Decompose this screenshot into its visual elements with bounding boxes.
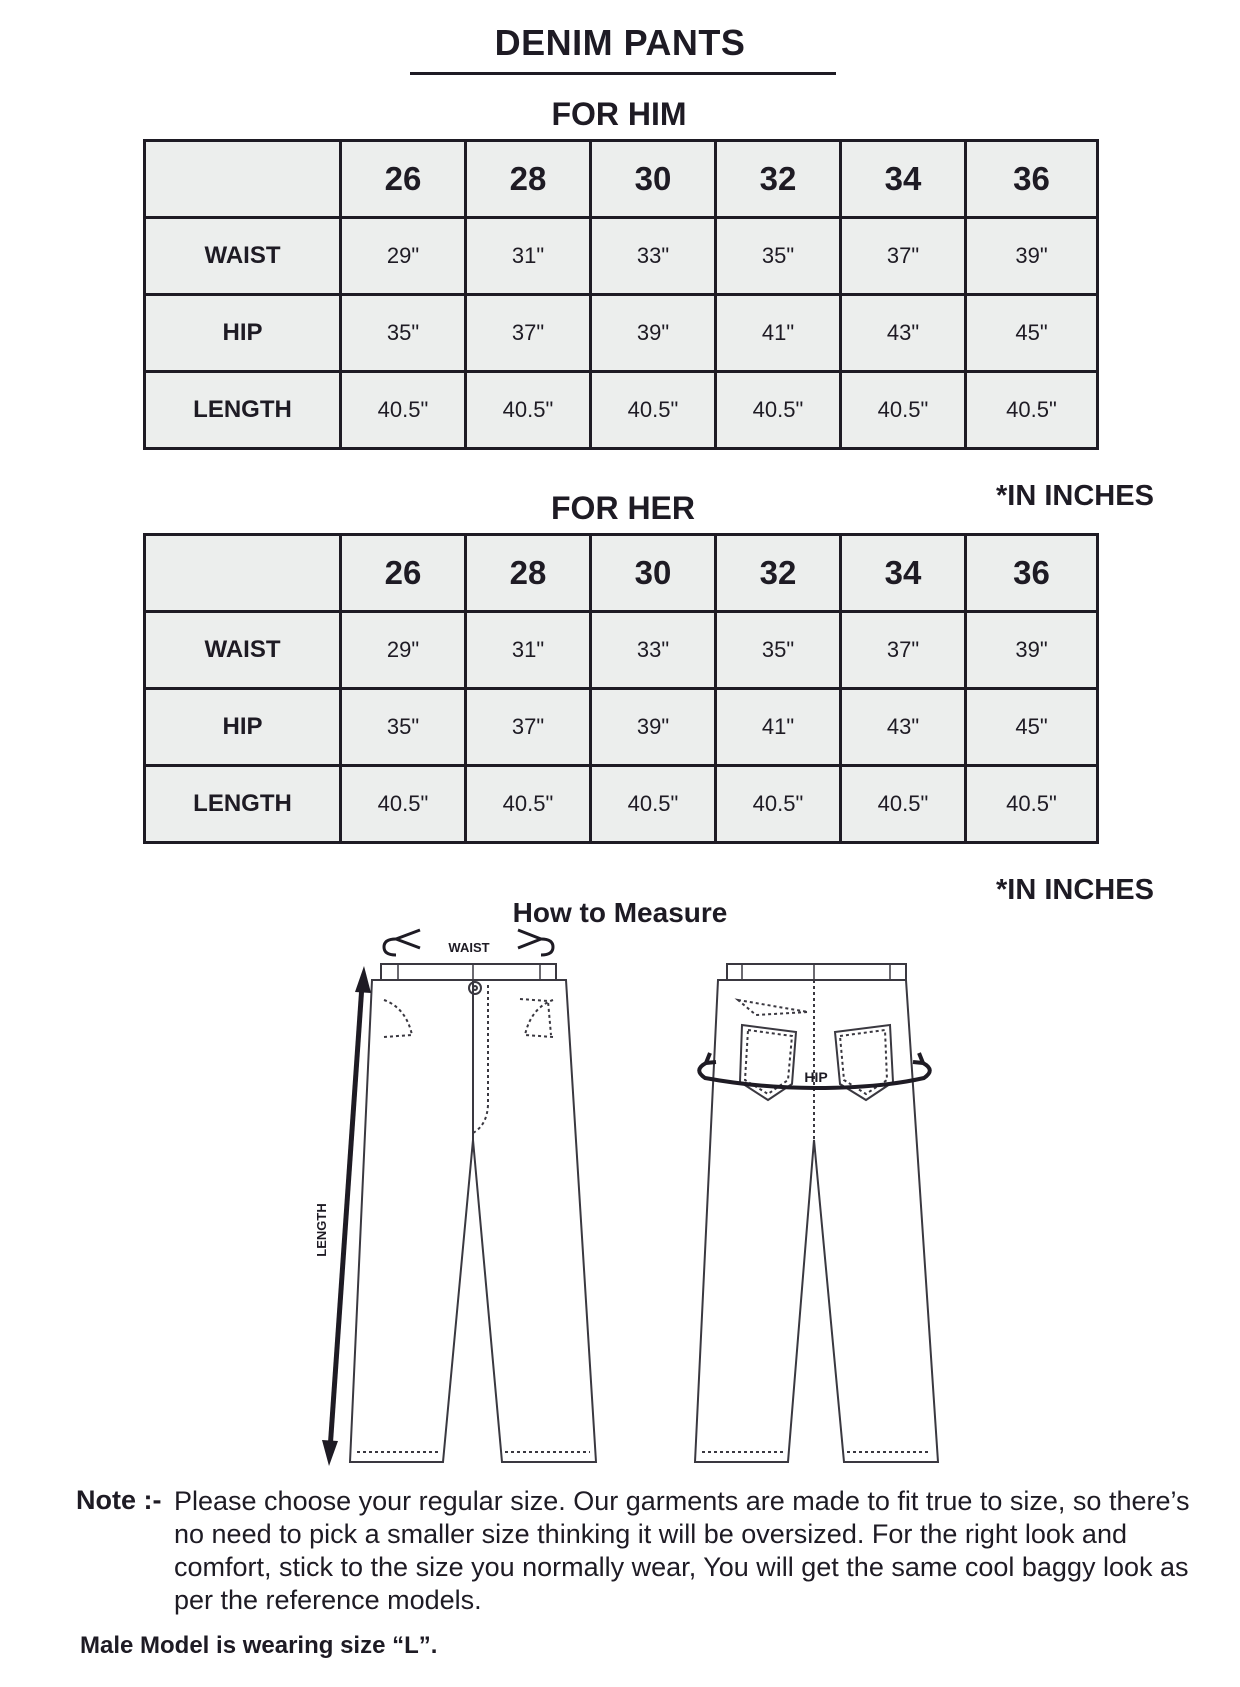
row-label: WAIST xyxy=(145,612,341,689)
value-cell: 35" xyxy=(716,612,841,689)
value-cell: 40.5" xyxy=(716,766,841,843)
value-cell: 40.5" xyxy=(466,766,591,843)
front-pants-drawing xyxy=(350,964,596,1462)
size-header: 30 xyxy=(591,535,716,612)
row-label: HIP xyxy=(145,689,341,766)
waist-label: WAIST xyxy=(448,940,490,955)
value-cell: 33" xyxy=(591,612,716,689)
value-cell: 37" xyxy=(466,295,591,372)
value-cell: 29" xyxy=(341,612,466,689)
size-header: 34 xyxy=(841,141,966,218)
value-cell: 35" xyxy=(341,689,466,766)
row-label: LENGTH xyxy=(145,766,341,843)
value-cell: 37" xyxy=(466,689,591,766)
row-label: WAIST xyxy=(145,218,341,295)
value-cell: 39" xyxy=(591,295,716,372)
value-cell: 39" xyxy=(591,689,716,766)
size-header: 36 xyxy=(966,141,1098,218)
value-cell: 45" xyxy=(966,689,1098,766)
size-header: 32 xyxy=(716,141,841,218)
her-heading: FOR HER xyxy=(551,490,695,526)
value-cell: 33" xyxy=(591,218,716,295)
value-cell: 37" xyxy=(841,612,966,689)
value-cell: 43" xyxy=(841,295,966,372)
size-header: 28 xyxy=(466,535,591,612)
value-cell: 40.5" xyxy=(966,766,1098,843)
row-label: HIP xyxy=(145,295,341,372)
size-header: 36 xyxy=(966,535,1098,612)
value-cell: 39" xyxy=(966,612,1098,689)
value-cell: 29" xyxy=(341,218,466,295)
value-cell: 40.5" xyxy=(841,372,966,449)
size-header: 30 xyxy=(591,141,716,218)
value-cell: 40.5" xyxy=(466,372,591,449)
back-pants-drawing xyxy=(695,964,938,1462)
her-unit-note: *IN INCHES xyxy=(996,874,1154,906)
value-cell: 31" xyxy=(466,612,591,689)
value-cell: 35" xyxy=(716,218,841,295)
value-cell: 41" xyxy=(716,689,841,766)
size-header: 28 xyxy=(466,141,591,218)
size-header: 26 xyxy=(341,535,466,612)
value-cell: 35" xyxy=(341,295,466,372)
page-title: DENIM PANTS xyxy=(494,22,746,63)
size-header: 26 xyxy=(341,141,466,218)
value-cell: 37" xyxy=(841,218,966,295)
model-size-note: Male Model is wearing size “L”. xyxy=(80,1632,438,1659)
value-cell: 40.5" xyxy=(341,372,466,449)
value-cell: 40.5" xyxy=(591,372,716,449)
value-cell: 40.5" xyxy=(341,766,466,843)
value-cell: 41" xyxy=(716,295,841,372)
him-heading: FOR HIM xyxy=(551,96,687,132)
value-cell: 45" xyxy=(966,295,1098,372)
note-text: Please choose your regular size. Our garments are made to fit true to size, so there’s no need to pick a smaller size thinking it will be oversized. For the right look and comfort, stick to the size you normally wear, You will get the same cool baggy look as per the reference models. xyxy=(174,1486,1190,1615)
row-label: LENGTH xyxy=(145,372,341,449)
value-cell: 40.5" xyxy=(841,766,966,843)
size-header: 34 xyxy=(841,535,966,612)
value-cell: 40.5" xyxy=(591,766,716,843)
value-cell: 39" xyxy=(966,218,1098,295)
value-cell: 43" xyxy=(841,689,966,766)
size-header: 32 xyxy=(716,535,841,612)
note-label: Note :- xyxy=(76,1485,162,1515)
him-unit-note: *IN INCHES xyxy=(996,480,1154,512)
value-cell: 40.5" xyxy=(716,372,841,449)
hip-label: HIP xyxy=(804,1069,828,1085)
value-cell: 40.5" xyxy=(966,372,1098,449)
value-cell: 31" xyxy=(466,218,591,295)
length-label: LENGTH xyxy=(314,1203,329,1257)
how-to-measure-heading: How to Measure xyxy=(512,897,728,928)
